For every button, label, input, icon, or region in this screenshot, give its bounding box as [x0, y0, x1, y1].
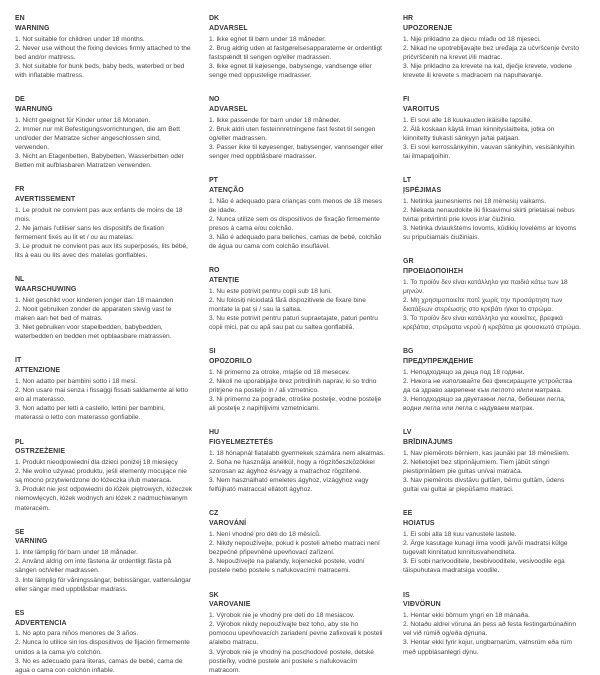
warning-title: ATENȚIE	[209, 277, 240, 285]
warning-title: ĮSPĖJIMAS	[403, 186, 442, 194]
warning-title: VAROITUS	[403, 105, 440, 113]
warning-title: ADVARSEL	[209, 105, 248, 113]
warning-block-lt	[403, 176, 581, 242]
warning-item: 1. No apto para niños menores de 3 años.	[15, 630, 139, 638]
language-code: ES	[15, 609, 25, 617]
language-code: SE	[15, 528, 25, 536]
warning-item: 2. Bruk aldri uten festeinnretningene fast festet til sengen og/eller madrassen.	[209, 125, 376, 142]
warning-item: 2. Nikdy nepoužívejte, pokud k posteli a/nebo matraci není bezpečně připevněné upevňovací zařízení.	[209, 540, 380, 557]
warning-item: 3. Não é adequado para beliches, camas de bebé, colchão de água ou cama com colchão insuflável.	[209, 234, 382, 251]
warning-item: 3. Non adatto per letti a castello, lettini per bambini, materassi o letto con materasso gonfiabile.	[15, 405, 165, 422]
language-code: PL	[15, 438, 24, 446]
warning-item: 1. Nu este potrivit pentru copii sub 18 luni.	[209, 287, 332, 295]
warning-title: VAROVÁNÍ	[209, 520, 247, 528]
warning-item: 1. Le produit ne convient pas aux enfants de moins de 18 mois.	[15, 206, 183, 223]
warning-item: 1. Ikke passende for barn under 18 måneder.	[209, 116, 341, 124]
language-code: PT	[209, 177, 218, 185]
warning-item: 1. Not suitable for children under 18 months.	[15, 35, 145, 43]
warning-item: 2. Nikoli ne uporabljajte brez pritrdilnih naprav, ki so trdno pritrjene na posteljo in / ali vzmetnico.	[209, 378, 377, 395]
warning-item: 2. Non usare mai senza i fissaggi fissati saldamente al letto e/o al materasso.	[15, 387, 188, 404]
warning-item: 1. Ei sobi alla 18 kuu vanustele lastele.	[403, 531, 517, 539]
warning-item: 1. Výrobok nie je vhodný pre deti do 18 mesiacov.	[209, 612, 355, 620]
language-code: BG	[403, 348, 414, 356]
warning-item: 3. Nije prikladno za krevete na kat, dječje krevete, vodene krevete ili krevete s madracem na napuhavanje.	[403, 62, 572, 79]
language-code: NO	[209, 96, 220, 104]
warning-item: 3. Ikke egnet til køjesenge, babysenge, vandsenge eller senge med oppustelige madrasser.	[209, 62, 372, 79]
warning-title: HOIATUS	[403, 520, 435, 528]
language-code: EN	[15, 15, 25, 22]
warning-item: 2. Никога не използвайте без фиксиращите устройства да са здраво закрепени към леглото и/или матрака.	[403, 378, 573, 395]
warning-item: 1. Netinka jaunesniems nei 18 mėnesių vaikams.	[403, 197, 546, 205]
warning-block-en	[15, 14, 193, 80]
warning-item: 1. Ni primerno za otroke, mlajše od 18 mesecev.	[209, 368, 350, 376]
column-right	[403, 14, 581, 656]
warning-title: ADVERTENCIA	[15, 619, 67, 627]
warning-block-no	[209, 95, 387, 161]
language-code: LT	[403, 177, 412, 185]
warning-title: OPOZORILO	[209, 358, 252, 366]
warning-item: 3. Nepoužívejte na palandy, kojenecké postele, vodní postele nebo postele s nafukovacími matracemi.	[209, 558, 365, 575]
warning-block-gr	[403, 257, 581, 332]
column-left	[15, 14, 193, 674]
warning-item: 3. Inte lämplig för våningssängar, bebissängar, vattensängar eller sängar med uppblåsbar madrass.	[15, 576, 191, 593]
warning-block-fi	[403, 95, 581, 161]
language-code: LV	[403, 429, 412, 437]
language-code: IT	[15, 357, 22, 365]
warning-item: 3. Ei sovi kerrossänkyihin, vauvan sänkyihin, vesisänkyihin tai ilmapatjoihin.	[403, 143, 575, 161]
warning-item: 3. Το προϊόν δεν είναι κατάλληλο για κουκέτες, βρεφικά κρεβάτια, στρώματα νερού ή κρεβάτια με φουσκωτό στρώμα.	[403, 315, 581, 332]
warning-item: 1. Není vhodné pro děti do 18 měsíců.	[209, 531, 321, 539]
warning-item: 1. Неподходящо за деца под 18 години.	[403, 368, 525, 376]
warning-item: 1. Hentar ekki börnum yngri en 18 mánaða.	[403, 612, 530, 620]
warning-item: 3. Ei sobi narivooditele, beebivooditele, vesivoodile ega täispuhutava madratsiga voodile.	[403, 558, 565, 575]
warning-item: 2. Nunca utilize sem os dispositivos de fixação firmemente presos à cama e/ou colchão.	[209, 215, 380, 232]
warning-block-lv	[403, 428, 581, 494]
language-code: FI	[403, 96, 410, 104]
warning-title: ATTENZIONE	[15, 367, 61, 375]
warning-item: 1. Niet geschikt voor kinderen jonger dan 18 maanden	[15, 296, 174, 304]
warning-title: VIÐVÖRUN	[403, 601, 441, 609]
warning-block-dk	[209, 14, 387, 80]
warning-title: VAROVANIE	[209, 601, 251, 609]
warning-item: 2. Μη χρησιμοποιείτε ποτέ χωρίς την προσάρτηση των διατάξεων στερέωσης στο κρεβάτι ή/και το στρώμα.	[403, 296, 563, 314]
warning-item: 2. Nu folosiți niciodată fără dispozitivele de fixare bine montate la pat și / sau la saltea.	[209, 296, 366, 314]
warning-item: 2. Never use without the fixing devices firmly attached to the bed and/or mattress.	[15, 44, 191, 61]
warning-item: 3. Nicht an Etagenbetten, Babybetten, Wasserbetten oder Betten mit aufblasbaren Matratzen verwenden.	[15, 153, 184, 170]
warning-item: 3. No es adecuado para literas, camas de bebé, cama de agua o cama con colchón inflable.	[15, 657, 183, 674]
warning-title: WARNUNG	[15, 105, 53, 113]
language-code: DE	[15, 96, 25, 104]
warning-title: ATENÇÃO	[209, 186, 244, 194]
warning-title: OSTRZEŻENIE	[15, 448, 66, 456]
warning-item: 1. Ikke egnet til børn under 18 måneder.	[209, 35, 326, 43]
language-code: DK	[209, 15, 220, 22]
warning-item: 1. Inte lämplig för barn under 18 månader.	[15, 549, 138, 557]
warning-item: 2. Ärge kasutage kunagi ilma voodi ja/või madratsi külge tugevalt kinnitatud kinnitusvahenditeta.	[403, 540, 568, 557]
column-middle	[209, 14, 387, 674]
warning-item: 1. Nicht geeignet für Kinder unter 18 Monaten.	[15, 116, 151, 124]
warning-title: ADVARSEL	[209, 24, 248, 32]
language-code: CZ	[209, 510, 219, 518]
warning-item: 3. Passer ikke til køyesenger, babysenger, vannsenger eller senger med oppblåsbare madrasser.	[209, 143, 384, 161]
warning-item: 2. Använd aldrig om inte fästena är ordentligt fästa på sängen och/eller madrassen.	[15, 558, 172, 575]
warning-item: 1. Ei sovi alle 18 kuukauden ikäisille lapsille.	[403, 116, 533, 124]
language-code: GR	[403, 258, 414, 266]
language-code: EE	[403, 510, 413, 518]
warning-block-is	[403, 591, 581, 657]
warning-item: 3. Hentar ekki fyrir kojur, ungbarnarúm, vatnsrúm eða rúm með uppblásanlegri dýnu.	[403, 639, 572, 656]
warning-block-pl	[15, 438, 193, 513]
warning-item: 3. Produkt nie jest odpowiedni do łóżek piętrowych, łóżeczek niemowlęcych, łóżek wodnych ani łóżek z nadmuchiwanym materacem.	[15, 486, 193, 512]
warning-block-ro	[209, 266, 387, 332]
warning-item: 2. Nooit gebruiken zonder de apparaten stevig vast te maken aan het bed of matras.	[15, 306, 172, 323]
language-code: NL	[15, 276, 25, 284]
warning-item: 3. Nu este potrivit pentru paturi supraetajate, paturi pentru copii mici, pat cu apă sau pat cu saltea gonflabilă.	[209, 315, 378, 332]
warning-block-de	[15, 95, 193, 170]
language-code: RO	[209, 267, 220, 275]
warning-block-hu	[209, 428, 387, 494]
warning-block-bg	[403, 347, 581, 413]
warning-item: 1. Produkt nieodpowiedni dla dzieci poniżej 18 miesięcy	[15, 459, 178, 467]
warning-title: UPOZORENJE	[403, 24, 453, 32]
language-code: SI	[209, 348, 216, 356]
warning-item: 2. Nikad ne upotrebljavajte bez uređaja za učvršćenje čvrsto pričvršćenih na krevet i/ili madrac.	[403, 44, 579, 61]
warning-title: WAARSCHUWING	[15, 286, 77, 294]
warning-item: 3. Výrobok nie je vhodný na poschodové postele, detské postieľky, vodné postele ani postele s nafukovacím matracom.	[209, 648, 374, 674]
warning-block-it	[15, 356, 193, 422]
warning-title: FIGYELMEZTETÉS	[209, 439, 274, 447]
language-code: FR	[15, 186, 25, 194]
warning-item: 2. Ne jamais l'utiliser sans les dispositifs de fixation fermement fixés au lit et / ou au matelas.	[15, 225, 164, 242]
warning-block-cz	[209, 509, 387, 575]
warning-item: 1. Non adatto per bambini sotto i 18 mesi.	[15, 378, 138, 386]
warning-item: 3. Неподходящо за двуетажни легла, бебешки легла, водни легла или легла с надуваем матрак.	[403, 396, 566, 413]
language-code: SK	[209, 591, 219, 599]
warning-item: 2. Nelietojiet bez stiprinājumiem. Tiem jābūt stingri piestiprinātiem pie gultas un/vai matrača.	[403, 459, 550, 476]
warning-item: 1. Nije prikladno za djecu mlađu od 18 mjeseci.	[403, 35, 541, 43]
warning-block-fr	[15, 185, 193, 260]
warning-item: 3. Ni primerno za pograde, otroške postelje, vodne postelje ali postelje z napihljivimi vzmetnicami.	[209, 396, 382, 413]
language-code: HR	[403, 15, 414, 22]
warning-title: ПРЕДУПРЕЖДЕНИЕ	[403, 358, 474, 366]
warning-item: 2. Älä koskaan käytä ilman kiinnityslaitteita, jotka on kiinnitetty tiukasti sänkyyn ja/tai patjaan.	[403, 125, 555, 142]
warning-item: 1. Nav piemērots bērniem, kas jaunāki par 18 mēnešiem.	[403, 450, 570, 457]
warning-block-ee	[403, 509, 581, 575]
warning-item: 2. Immer nur mit Befestigungsvorrichtungen, die am Bett und/oder der Matratze sicher angeschlossen sind, verwenden.	[15, 125, 180, 151]
warning-block-sk	[209, 591, 387, 675]
warning-item: 1. 18 hónapnál fiatalabb gyermekek számára nem alkalmas.	[209, 450, 385, 457]
warning-item: 2. Niekada nenaudokite iki fiksavimui skirti prietaisai nebus tvirtai pritvirtinti prie lovos ir/ar čiužinio.	[403, 206, 575, 223]
language-code: HU	[209, 429, 220, 437]
warning-title: WARNING	[15, 24, 50, 32]
warning-item: 3. Not suitable for bunk beds, baby beds, waterbed or bed with inflatable mattress.	[15, 62, 185, 79]
warning-item: 1. Το προϊόν δεν είναι κατάλληλο για παιδιά κάτω των 18 μηνών.	[403, 278, 568, 295]
warning-block-pt	[209, 176, 387, 251]
warning-item: 2. Nunca lo utilice sin los dispositivos de fijación firmemente unidos a la cama y/o colchón.	[15, 639, 190, 656]
warning-block-nl	[15, 275, 193, 341]
warning-item: 2. Notaðu aldrei vöruna án þess að festa festingarbúnaðinn vel við rúmið og/eða dýnuna.	[403, 621, 577, 638]
warning-item: 1. Não é adequado para crianças com menos de 18 meses de idade.	[209, 197, 383, 214]
warning-item: 3. Netinka dviaukštėms lovoms, kūdikių lovelėms ar lovoms su pripučiamais čiužiniais.	[403, 225, 577, 242]
warning-item: 2. Brug aldrig uden at fastgørelsesapparaterne er ordentligt fastspændt til sengen og/eller madrassen.	[209, 44, 383, 61]
warning-title: BRĪDINĀJUMS	[403, 439, 453, 447]
warning-item: 2. Soha ne használja anélkül, hogy a rögzítőeszközökkel szorosan az ágyhoz és/vagy a matrachoz rögzítené.	[209, 459, 375, 476]
warning-item: 2. Nie wolno używać produktu, jeśli elementy mocujące nie są mocno przytwierdzone do łóżeczka i/lub materaca.	[15, 468, 187, 485]
warning-item: 3. Le produit ne convient pas aux lits superposés, lits bébé, lits à eau ou lits avec des matelas gonflables.	[15, 243, 189, 260]
warning-title: VARNING	[15, 538, 48, 546]
warning-block-si	[209, 347, 387, 413]
warning-item: 3. Nav piemērots divstāvu gultām, bērnu gultām, ūdens gultai vai gultai ar piepūšamo matraci.	[403, 477, 565, 494]
warning-block-se	[15, 528, 193, 594]
warning-title: AVERTISSEMENT	[15, 196, 76, 204]
warning-item: 3. Niet gebruiken voor stapelbedden, babybedden, waterbedden en bedden met opblaasbare matrassen.	[15, 324, 172, 341]
language-code: IS	[403, 591, 410, 599]
warning-block-hr	[403, 14, 581, 80]
warning-item: 3. Nem használható emeletes ágyhoz, vízágyhoz vagy felfújható matraccal ellátott ágyhoz.	[209, 477, 369, 494]
warning-block-es	[15, 609, 193, 675]
warning-item: 2. Výrobok nikdy nepoužívajte bez toho, aby ste ho pomocou upevňovacích zariadení pevne zafixovali k posteli a/alebo matracu.	[209, 621, 383, 647]
warning-title: ΠΡΟΕΙΔΟΠΟΙΗΣΗ	[403, 267, 464, 275]
